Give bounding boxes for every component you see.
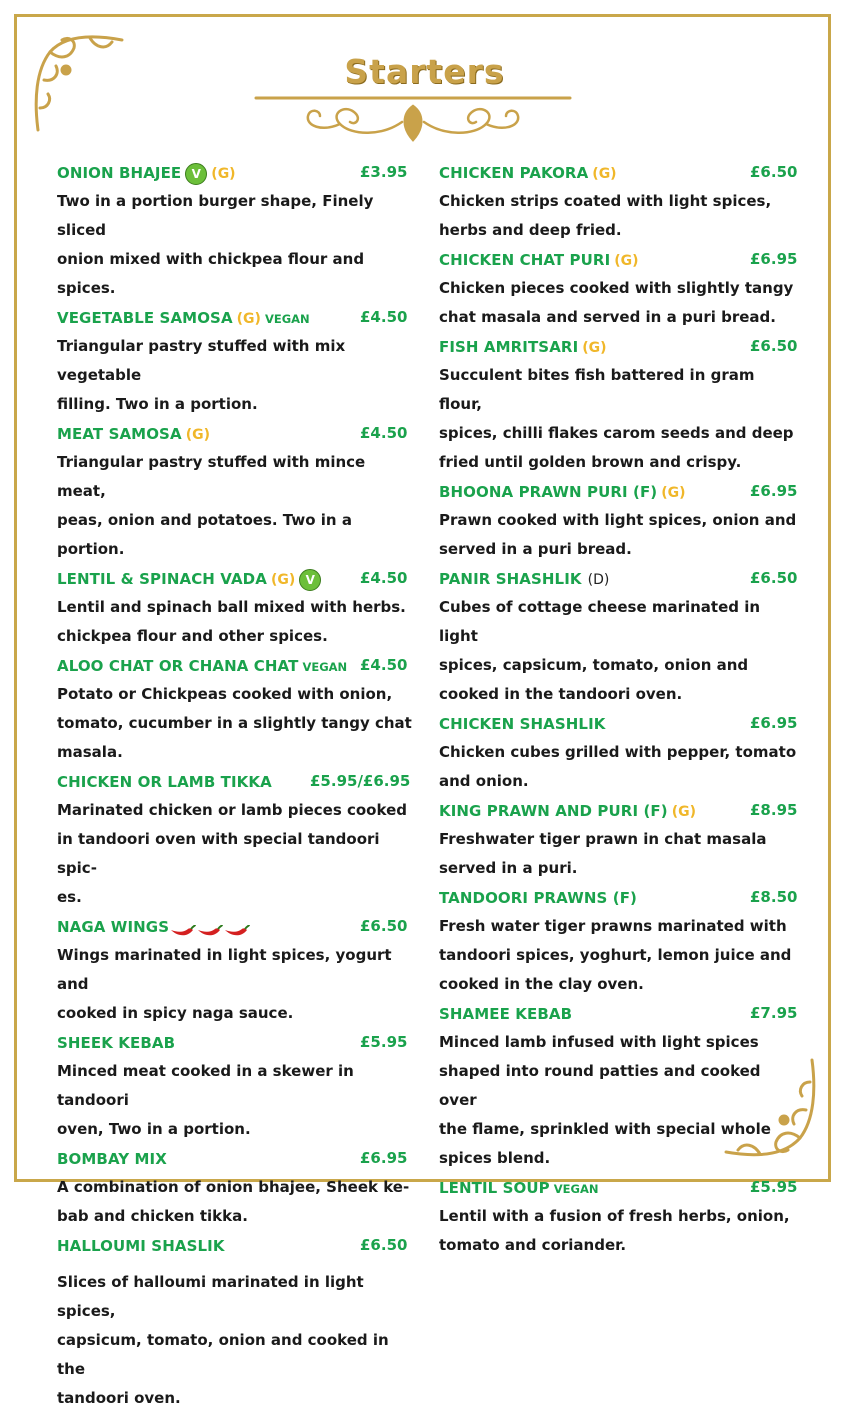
menu-item-header (439, 1173, 799, 1202)
menu-item-header (57, 419, 417, 448)
menu-item-description (57, 1173, 417, 1231)
description-line: Marinated chicken or lamb pieces cooked (57, 801, 407, 819)
title-ornament-icon (252, 92, 574, 144)
gluten-tag: (G) (185, 427, 210, 443)
description-line: herbs and deep fried. (439, 221, 622, 239)
menu-item (439, 158, 799, 245)
menu-item-header (57, 564, 417, 593)
menu-item-price: £6.95 (750, 714, 798, 732)
description-line: spices, chilli flakes carom seeds and deep (439, 424, 794, 442)
gluten-tag: (G) (582, 340, 607, 356)
description-line: served in a puri bread. (439, 540, 632, 558)
description-line: masala. (57, 743, 123, 761)
menu-item-description (439, 506, 799, 564)
menu-item-description (57, 593, 417, 651)
menu-item-header (439, 245, 799, 274)
menu-item-description (57, 187, 417, 303)
menu-item-price: £4.50 (360, 424, 408, 442)
menu-item (57, 303, 417, 419)
menu-item-price: £6.95 (360, 1149, 408, 1167)
menu-item-description (439, 1202, 799, 1260)
vegetarian-badge-icon: V (299, 569, 321, 591)
menu-item (57, 1028, 417, 1144)
menu-item-price: £6.95 (750, 482, 798, 500)
description-line: cooked in the clay oven. (439, 975, 644, 993)
description-line: chickpea flour and other spices. (57, 627, 328, 645)
description-line: onion mixed with chickpea flour and spices. (57, 250, 365, 297)
menu-item (439, 709, 799, 796)
description-line: tomato and coriander. (439, 1236, 627, 1254)
menu-item-description (57, 332, 417, 419)
menu-item (439, 564, 799, 709)
menu-item-header (57, 303, 417, 332)
description-line: Slices of halloumi marinated in light spices, (57, 1273, 364, 1320)
description-line: es. (57, 888, 82, 906)
description-line: Triangular pastry stuffed with mince meat, (57, 453, 366, 500)
menu-item-price: £6.50 (750, 569, 798, 587)
menu-item (439, 883, 799, 999)
gluten-tag: (G) (592, 166, 617, 182)
menu-item-header (57, 1144, 417, 1173)
description-line: cooked in the tandoori oven. (439, 685, 683, 703)
description-line: A combination of onion bhajee, Sheek ke- (57, 1178, 410, 1196)
menu-item-description (439, 593, 799, 709)
description-line: spices, capsicum, tomato, onion and (439, 656, 749, 674)
menu-item-name: KING PRAWN AND PURI (F) (439, 802, 668, 820)
menu-item (439, 796, 799, 883)
description-line: Minced meat cooked in a skewer in tandoori (57, 1062, 354, 1109)
menu-item-name: MEAT SAMOSA (57, 425, 182, 443)
vegan-tag: VEGAN (553, 1182, 599, 1196)
menu-item-description (439, 274, 799, 332)
menu-item-name: CHICKEN OR LAMB TIKKA (57, 773, 272, 791)
description-line: filling. Two in a portion. (57, 395, 258, 413)
description-line: in tandoori oven with special tandoori spic- (57, 830, 380, 877)
menu-item (57, 651, 417, 767)
dairy-tag: (D) (587, 572, 610, 588)
description-line: tomato, cucumber in a slightly tangy chat (57, 714, 412, 732)
menu-item-header (439, 709, 799, 738)
menu-item-name: CHICKEN SHASHLIK (439, 715, 606, 733)
menu-item-price: £5.95/£6.95 (310, 772, 411, 790)
menu-item-description (439, 738, 799, 796)
menu-item-description (57, 941, 417, 1028)
vegan-tag: VEGAN (264, 312, 310, 326)
chilli-icon (169, 920, 196, 936)
description-line: Triangular pastry stuffed with mix vegetable (57, 337, 346, 384)
menu-item-name: BHOONA PRAWN PURI (F) (439, 483, 658, 501)
description-line: fried until golden brown and crispy. (439, 453, 742, 471)
menu-item-price: £4.50 (360, 308, 408, 326)
description-line: the flame, sprinkled with special whole (439, 1120, 771, 1138)
menu-item (57, 158, 417, 303)
menu-item-header (439, 477, 799, 506)
menu-item (57, 419, 417, 564)
menu-item (439, 477, 799, 564)
description-line: Fresh water tiger prawns marinated with (439, 917, 787, 935)
menu-item-name: ALOO CHAT OR CHANA CHAT (57, 657, 299, 675)
description-line: Freshwater tiger prawn in chat masala (439, 830, 767, 848)
menu-item-name: LENTIL & SPINACH VADA (57, 570, 267, 588)
menu-item-description (57, 1057, 417, 1144)
menu-item-description (57, 796, 417, 912)
description-line: Chicken strips coated with light spices, (439, 192, 772, 210)
chilli-icon (223, 920, 250, 936)
menu-item-price: £8.50 (750, 888, 798, 906)
vegetarian-badge-icon: V (185, 163, 207, 185)
menu-item-price: £5.95 (360, 1033, 408, 1051)
menu-item (439, 245, 799, 332)
menu-item-header (57, 1028, 417, 1057)
menu-item-description (439, 825, 799, 883)
menu-item-price: £5.95 (750, 1178, 798, 1196)
menu-item-price: £6.50 (750, 163, 798, 181)
menu-item-price: £8.95 (750, 801, 798, 819)
description-line: oven, Two in a portion. (57, 1120, 251, 1138)
menu-item-price: £7.95 (750, 1004, 798, 1022)
menu-item-header (439, 332, 799, 361)
menu-item-header (57, 767, 417, 796)
menu-item-header (57, 912, 417, 941)
menu-item-name: SHEEK KEBAB (57, 1034, 176, 1052)
description-line: Chicken pieces cooked with slightly tangy (439, 279, 794, 297)
gluten-tag: (G) (270, 572, 296, 588)
page-title: Starters (344, 52, 505, 91)
description-line: capsicum, tomato, onion and cooked in the (57, 1331, 389, 1378)
description-line: Lentil and spinach ball mixed with herbs. (57, 598, 406, 616)
description-line: Lentil with a fusion of fresh herbs, onion, (439, 1207, 790, 1225)
menu-item-name: PANIR SHASHLIK (439, 570, 582, 588)
menu-item-price: £4.50 (360, 656, 408, 674)
menu-item (57, 767, 417, 912)
description-line: Succulent bites fish battered in gram flour, (439, 366, 755, 413)
description-line: tandoori oven. (57, 1389, 181, 1407)
menu-item-name: SHAMEE KEBAB (439, 1005, 573, 1023)
description-line: shaped into round patties and cooked over (439, 1062, 761, 1109)
description-line: Two in a portion burger shape, Finely sliced (57, 192, 374, 239)
gluten-tag: (G) (661, 485, 686, 501)
menu-item-header (57, 158, 417, 187)
menu-item-name: BOMBAY MIX (57, 1150, 167, 1168)
menu-item-name: CHICKEN CHAT PURI (439, 251, 611, 269)
menu-item-description (439, 361, 799, 477)
description-line: tandoori spices, yoghurt, lemon juice and (439, 946, 792, 964)
description-line: Cubes of cottage cheese marinated in light (439, 598, 761, 645)
description-line: Potato or Chickpeas cooked with onion, (57, 685, 393, 703)
menu-item-name: NAGA WINGS (57, 918, 170, 936)
ornament-bottom-right-icon (716, 1058, 820, 1162)
description-line: chat masala and served in a puri bread. (439, 308, 776, 326)
description-line: Minced lamb infused with light spices (439, 1033, 759, 1051)
vegan-tag: VEGAN (302, 660, 348, 674)
menu-item-price: £3.95 (360, 163, 408, 181)
chilli-icon (196, 920, 223, 936)
menu-item-description (57, 1268, 417, 1413)
menu-item-name: CHICKEN PAKORA (439, 164, 589, 182)
menu-item-name: HALLOUMI SHASLIK (57, 1237, 225, 1255)
description-line: and onion. (439, 772, 529, 790)
gluten-tag: (G) (211, 166, 236, 182)
menu-item-price: £6.50 (360, 917, 408, 935)
menu-item (57, 912, 417, 1028)
menu-item-price: £6.50 (750, 337, 798, 355)
menu-item-description (57, 680, 417, 767)
gluten-tag: (G) (236, 311, 261, 327)
description-line: Wings marinated in light spices, yogurt and (57, 946, 392, 993)
menu-item (57, 1231, 417, 1413)
menu-item (57, 1144, 417, 1231)
menu-item-header (57, 1231, 417, 1260)
menu-item (57, 564, 417, 651)
menu-item-name: LENTIL SOUP (439, 1179, 550, 1197)
gluten-tag: (G) (614, 253, 639, 269)
description-line: Chicken cubes grilled with pepper, tomato (439, 743, 797, 761)
left-column (57, 158, 417, 1413)
menu-item (439, 1173, 799, 1260)
menu-item-price: £4.50 (360, 569, 408, 587)
description-line: Prawn cooked with light spices, onion and (439, 511, 797, 529)
menu-item-name: VEGETABLE SAMOSA (57, 309, 233, 327)
menu-item (439, 332, 799, 477)
menu-item-header (439, 999, 799, 1028)
menu-item-description (439, 912, 799, 999)
menu-item-price: £6.95 (750, 250, 798, 268)
description-line: peas, onion and potatoes. Two in a portion. (57, 511, 352, 558)
menu-item-description (57, 448, 417, 564)
menu-item-header (439, 796, 799, 825)
gluten-tag: (G) (671, 804, 697, 820)
menu-item-description (439, 187, 799, 245)
menu-item-header (439, 883, 799, 912)
description-line: spices blend. (439, 1149, 551, 1167)
description-line: served in a puri. (439, 859, 578, 877)
menu-item-price: £6.50 (360, 1236, 408, 1254)
description-line: bab and chicken tikka. (57, 1207, 248, 1225)
menu-item-name: FISH AMRITSARI (439, 338, 579, 356)
menu-item-name: ONION BHAJEE (57, 164, 182, 182)
menu-item-name: TANDOORI PRAWNS (F) (439, 889, 637, 907)
menu-item-header (57, 651, 417, 680)
description-line: cooked in spicy naga sauce. (57, 1004, 294, 1022)
menu-item-header (439, 158, 799, 187)
menu-item-header (439, 564, 799, 593)
